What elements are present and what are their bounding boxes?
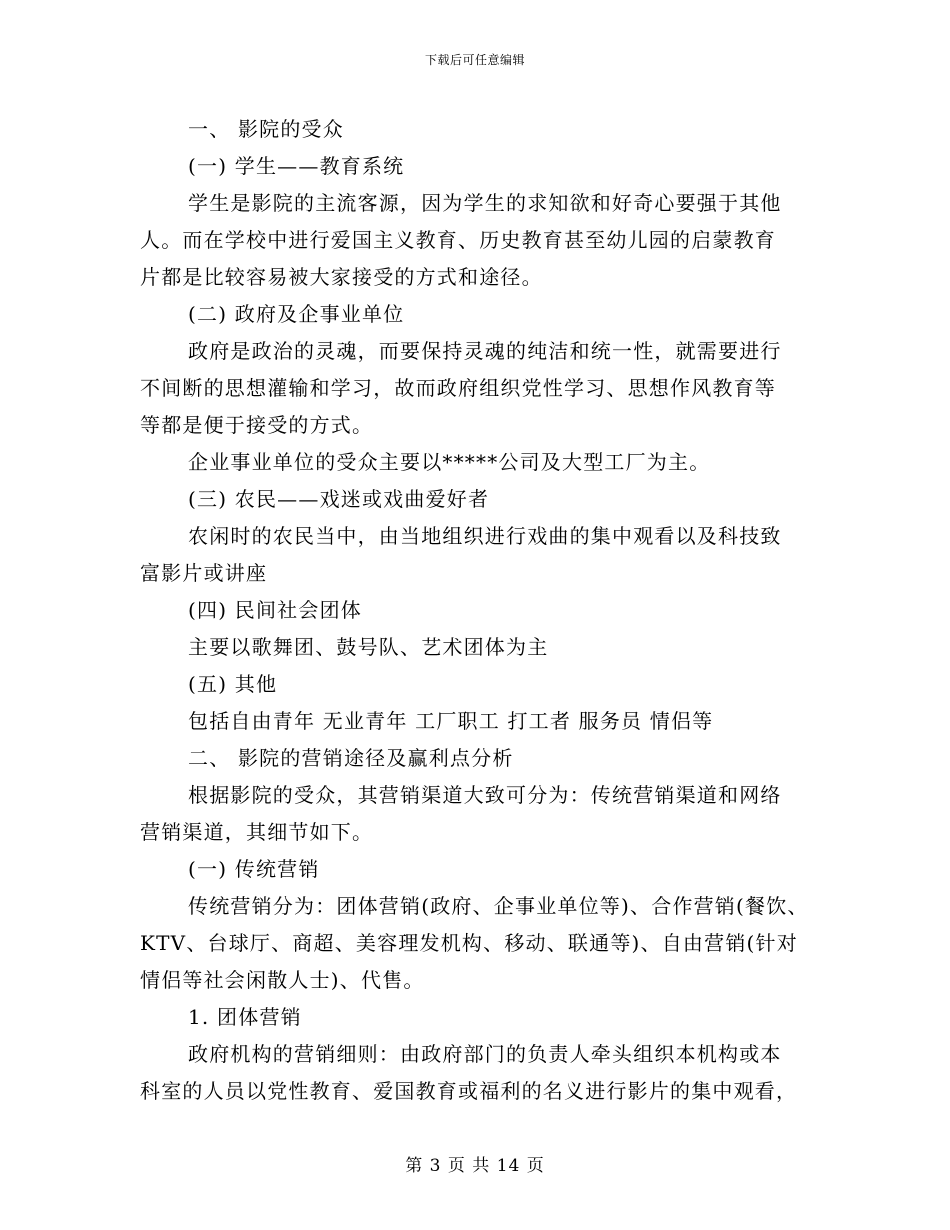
text-line: (四) 民间社会团体 [188, 598, 362, 622]
text-line: 片都是比较容易被大家接受的方式和途径。 [140, 265, 543, 289]
document-body [140, 111, 830, 1110]
text-line: 政府是政治的灵魂，而要保持灵魂的纯洁和统一性，就需要进行 [188, 339, 782, 363]
text-line: (二) 政府及企事业单位 [188, 302, 405, 326]
text-line: 富影片或讲座 [140, 561, 268, 585]
page-header: 下载后可任意编辑 [424, 53, 525, 67]
text-line: (三) 农民——戏迷或戏曲爱好者 [188, 487, 490, 511]
text-line: 农闲时的农民当中，由当地组织进行戏曲的集中观看以及科技致 [188, 524, 782, 548]
text-line: 学生是影院的主流客源，因为学生的求知欲和好奇心要强于其他 [188, 191, 782, 215]
text-line: 主要以歌舞团、鼓号队、艺术团体为主 [188, 635, 549, 659]
text-line: (一) 传统营销 [188, 857, 320, 881]
text-line: 二、 影院的营销途径及赢利点分析 [188, 746, 514, 770]
text-line: 1. 团体营销 [188, 1005, 302, 1029]
text-line: 情侣等社会闲散人士)、代售。 [140, 968, 425, 992]
text-line: KTV、台球厅、商超、美容理发机构、移动、联通等)、自由营销(针对 [140, 931, 798, 955]
text-line: (一) 学生——教育系统 [188, 154, 405, 178]
text-line: 人。而在学校中进行爱国主义教育、历史教育甚至幼儿园的启蒙教育 [140, 228, 776, 252]
text-line: 等都是便于接受的方式。 [140, 413, 374, 437]
text-line: (五) 其他 [188, 672, 278, 696]
text-line: 企业事业单位的受众主要以*****公司及大型工厂为主。 [188, 450, 711, 474]
text-line: 不间断的思想灌输和学习，故而政府组织党性学习、思想作风教育等 [140, 376, 776, 400]
text-line: 政府机构的营销细则：由政府部门的负责人牵头组织本机构或本 [188, 1042, 782, 1066]
text-line: 科室的人员以党性教育、爱国教育或福利的名义进行影片的集中观看， [140, 1079, 798, 1103]
text-line: 一、 影院的受众 [188, 117, 344, 141]
text-line: 根据影院的受众，其营销渠道大致可分为：传统营销渠道和网络 [188, 783, 782, 807]
text-line: 传统营销分为：团体营销(政府、企事业单位等)、合作营销(餐饮、 [188, 894, 809, 918]
text-line: 营销渠道，其细节如下。 [140, 820, 374, 844]
text-line: 包括自由青年 无业青年 工厂职工 打工者 服务员 情侣等 [188, 709, 714, 733]
page-footer: 第 3 页 共 14 页 [405, 1156, 545, 1176]
